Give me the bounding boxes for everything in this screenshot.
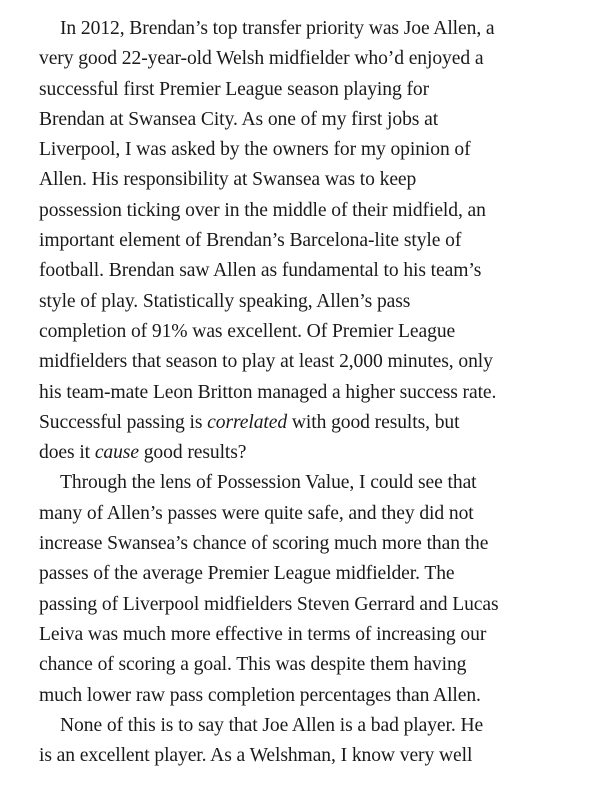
text-line: is an excellent player. As a Welshman, I know very well	[39, 745, 473, 767]
emphasis-text: cause	[94, 442, 139, 464]
text-line	[39, 408, 579, 438]
book-page	[39, 14, 579, 771]
text-line: Leiva was much more effective in terms of increasing our	[39, 623, 487, 645]
emphasis-text: correlated	[207, 411, 288, 433]
text-line: much lower raw pass completion percentages than Allen.	[39, 684, 481, 706]
text-line: passes of the average Premier League midfielder. The	[39, 563, 455, 585]
text-line: Liverpool, I was asked by the owners for my opinion of	[39, 139, 471, 161]
text-run: good results?	[138, 442, 247, 464]
text-line: his team-mate Leon Britton managed a higher success rate.	[39, 381, 497, 403]
text-run: with good results, but	[287, 411, 460, 433]
text-line: possession ticking over in the middle of their midfield, an	[39, 199, 486, 221]
text-line: style of play. Statistically speaking, Allen’s pass	[39, 290, 411, 312]
text-line: Through the lens of Possession Value, I could see that	[60, 472, 477, 494]
text-line	[39, 438, 579, 468]
text-line: successful first Premier League season playing for	[39, 78, 430, 100]
text-line: completion of 91% was excellent. Of Premier League	[39, 320, 456, 342]
text-line: In 2012, Brendan’s top transfer priority was Joe Allen, a	[60, 18, 495, 39]
paragraph	[39, 14, 579, 468]
text-line: Brendan at Swansea City. As one of my first jobs at	[39, 108, 439, 130]
text-line: important element of Brendan’s Barcelona-lite style of	[39, 230, 462, 252]
paragraph	[39, 468, 579, 710]
text-line: many of Allen’s passes were quite safe, and they did not	[39, 502, 474, 524]
text-line: increase Swansea’s chance of scoring much more than the	[39, 533, 489, 555]
text-line: midfielders that season to play at least 2,000 minutes, only	[39, 351, 493, 373]
text-line: chance of scoring a goal. This was despite them having	[39, 654, 467, 676]
text-run: Successful passing is	[39, 411, 208, 433]
text-line: passing of Liverpool midfielders Steven Gerrard and Lucas	[39, 593, 499, 615]
text-run: does it	[39, 442, 95, 464]
paragraph	[39, 711, 579, 772]
text-line: Allen. His responsibility at Swansea was to keep	[39, 169, 417, 191]
text-line: football. Brendan saw Allen as fundamental to his team’s	[39, 260, 482, 282]
text-line: None of this is to say that Joe Allen is a bad player. He	[60, 714, 484, 736]
text-line: very good 22-year-old Welsh midfielder who’d enjoyed a	[39, 48, 484, 70]
